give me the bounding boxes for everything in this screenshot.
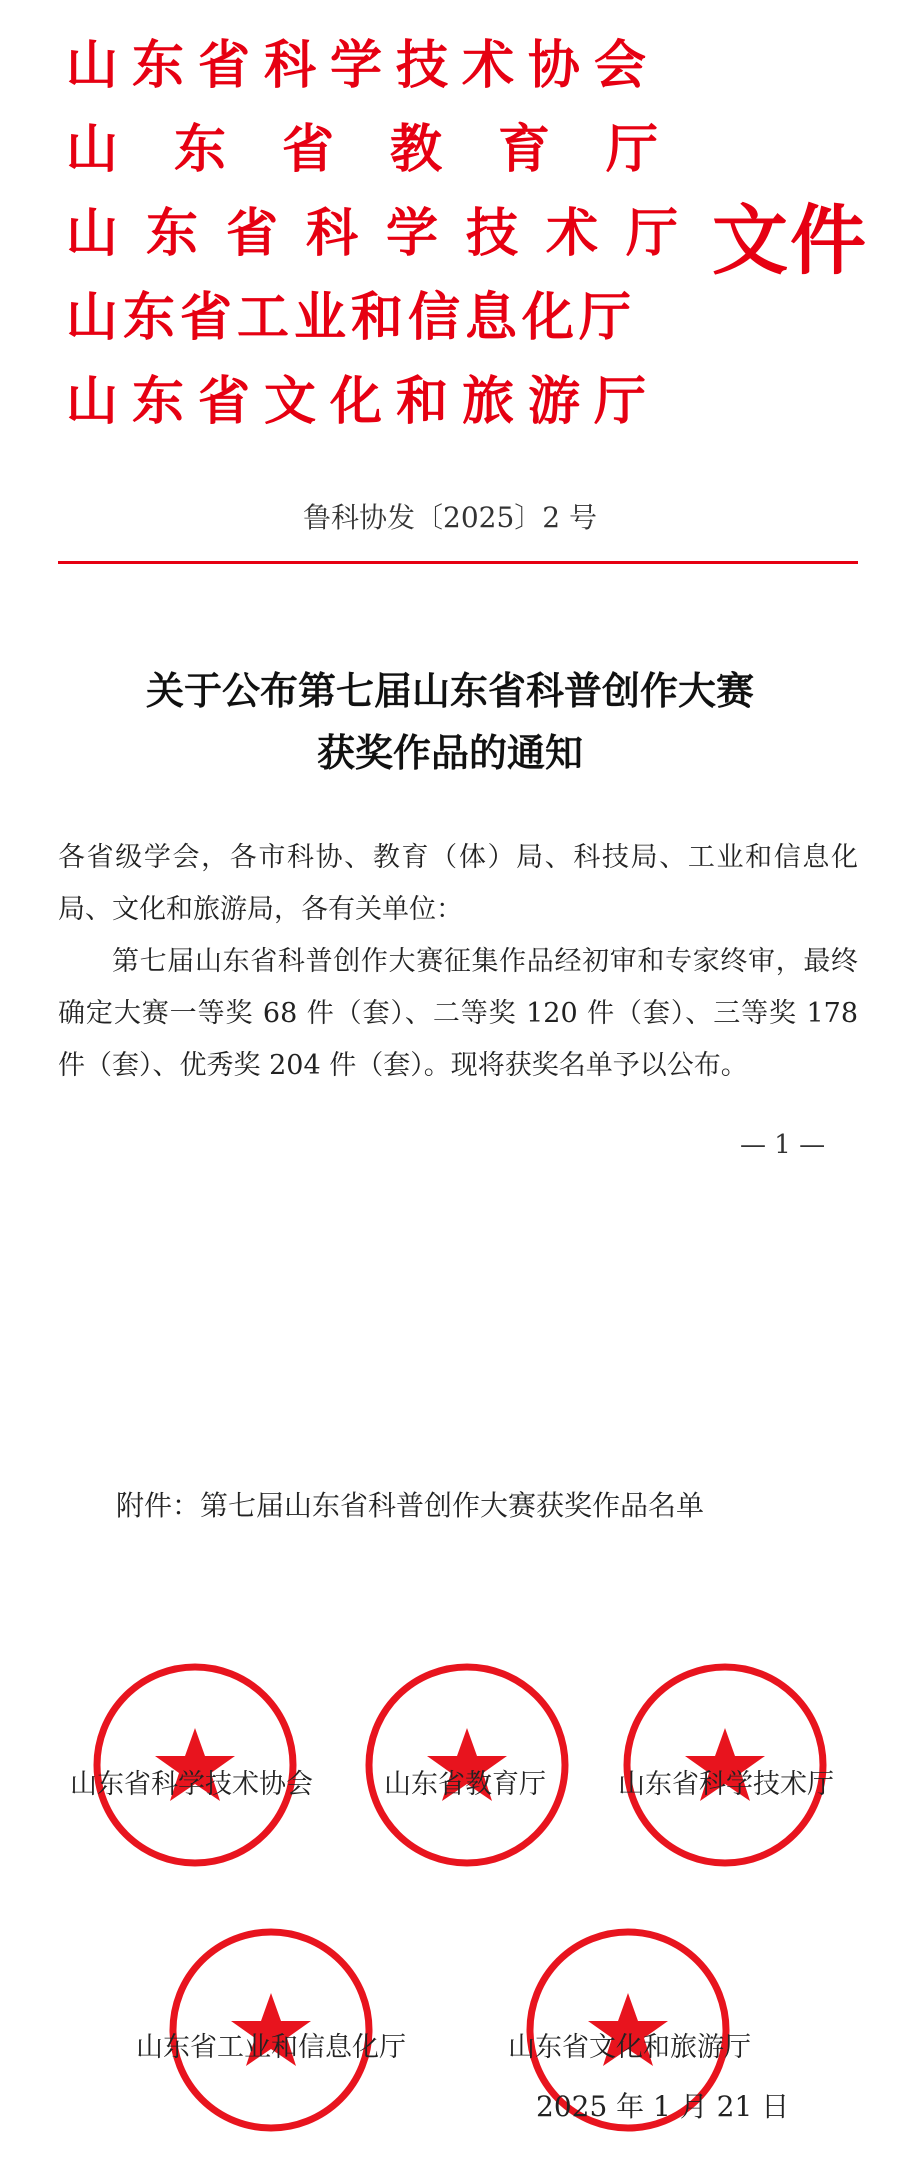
signer-name-5: 山东省文化和旅游厅 xyxy=(508,2032,751,2063)
signer-name-2: 山东省教育厅 xyxy=(384,1769,546,1800)
title-line-1: 关于公布第七届山东省科普创作大赛 xyxy=(145,668,754,713)
recipients-line: 各省级学会，各市科协、教育（体）局、科技局、工业和信息化局、文化和旅游局，各有关单位： xyxy=(58,842,858,925)
signer-name-3: 山东省科学技术厅 xyxy=(618,1769,834,1800)
signer-name-4: 山东省工业和信息化厅 xyxy=(136,2032,406,2063)
signer-name-1: 山东省科学技术协会 xyxy=(70,1769,313,1800)
title-line-2: 获奖作品的通知 xyxy=(316,730,583,775)
masthead xyxy=(66,24,715,444)
masthead-org-1: 山东省科学技术协会 xyxy=(66,35,661,96)
signing-date: 2025 年 1 月 21 日 xyxy=(536,2090,790,2123)
masthead-org-3: 山东省科学技术厅 xyxy=(66,203,707,264)
document-title xyxy=(0,660,900,784)
document-number: 鲁科协发〔2025〕2 号 xyxy=(303,501,597,534)
page-number: — 1 — xyxy=(740,1130,826,1160)
red-divider xyxy=(58,561,858,564)
masthead-suffix: 文件 xyxy=(712,196,868,285)
document-body xyxy=(58,832,858,1092)
masthead-org-5: 山东省文化和旅游厅 xyxy=(66,371,661,432)
masthead-org-2: 山东省教育厅 xyxy=(66,119,715,180)
body-paragraph: 第七届山东省科普创作大赛征集作品经初审和专家终审，最终确定大赛一等奖 68 件（套）、二等奖 120 件（套）、三等奖 178 件（套）、优秀奖 204 件（套）。现将获奖名单予以公布。 xyxy=(58,946,858,1081)
attachment-note: 附件：第七届山东省科普创作大赛获奖作品名单 xyxy=(116,1489,705,1522)
masthead-org-4: 山东省工业和信息化厅 xyxy=(66,287,637,348)
